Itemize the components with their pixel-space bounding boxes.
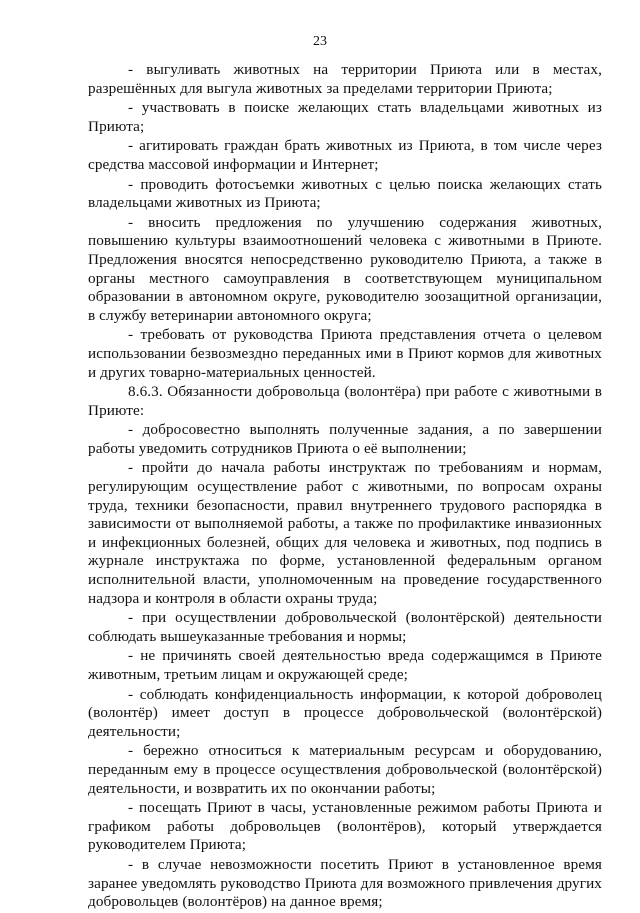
section-heading-paragraph: 8.6.3. Обязанности добровольца (волонтёра) при работе с животными в Приюте: — [88, 383, 602, 419]
paragraph: - бережно относиться к материальным ресурсам и оборудованию, переданным ему в процессе осуществления добровольческой (волонтёрской) деятельности, и возвратить их по окончании работы; — [88, 742, 602, 797]
paragraph: - посещать Приют в часы, установленные режимом работы Приюта и графиком работы добровольцев (волонтёров), который утверждается руководителем Приюта; — [88, 799, 602, 854]
paragraph: - не причинять своей деятельностью вреда содержащимся в Приюте животным, третьим лицам и окружающей среде; — [88, 647, 602, 683]
paragraph: - вносить предложения по улучшению содержания животных, повышению культуры взаимоотношений человека с животными в Приюте. Предложения вносятся непосредственно руководителю Приюта, а также в органы местного самоуправления в соответствующем муниципальном образовании в автономном округе, руководителю зоозащитной организации, в службу ветеринарии автономного округа; — [88, 213, 602, 324]
paragraph: - добросовестно выполнять полученные задания, а по завершении работы уведомить сотрудников Приюта о её выполнении; — [88, 421, 602, 457]
paragraph: - в случае невозможности посетить Приют в установленное время заранее уведомлять руководство Приюта для возможного привлечения других добровольцев (волонтёров) на данное время; — [88, 855, 602, 911]
paragraph: - требовать от руководства Приюта представления отчета о целевом использовании безвозмездно переданных ими в Приют кормов для животных и других товарно-материальных ценностей. — [88, 326, 602, 381]
paragraph: - при осуществлении добровольческой (волонтёрской) деятельности соблюдать вышеуказанные требования и нормы; — [88, 609, 602, 645]
paragraph: - проводить фотосъемки животных с целью поиска желающих стать владельцами животных из Приюта; — [88, 175, 602, 212]
paragraph: - выгуливать животных на территории Приюта или в местах, разрешённых для выгула животных за пределами территории Приюта; — [88, 61, 602, 97]
document-body — [88, 61, 602, 913]
paragraph: - участвовать в поиске желающих стать владельцами животных из Приюта; — [88, 99, 602, 135]
paragraph: - пройти до начала работы инструктаж по требованиям и нормам, регулирующим осуществление работ с животными, по вопросам охраны труда, техники безопасности, правил внутреннего трудового распорядка в зависимости от выполняемой работы, а также по профилактике инвазионных и инфекционных болезней, общих для человека и животных, под подпись в журнале инструктажа по форме, установленной федеральным органом исполнительной власти, уполномоченным на проведение государственного надзора и контроля в области охраны труда; — [88, 459, 602, 607]
page-number: 23 — [313, 34, 327, 49]
paragraph: - соблюдать конфиденциальность информации, к которой доброволец (волонтёр) имеет доступ в процессе добровольческой (волонтёрской) деятельности; — [88, 685, 602, 740]
paragraph: - агитировать граждан брать животных из Приюта, в том числе через средства массовой информации и Интернет; — [88, 137, 602, 173]
